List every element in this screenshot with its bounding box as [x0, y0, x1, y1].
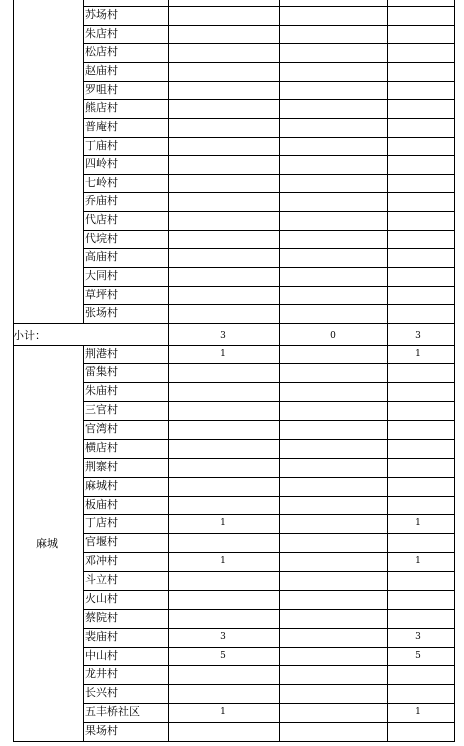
village-name: 普庵村 [85, 120, 118, 133]
village-name: 赵庙村 [85, 64, 118, 77]
grid-line-h [83, 609, 455, 610]
grid-line-h [83, 267, 455, 268]
count-col3: 1 [415, 518, 421, 528]
grid-line-h [83, 99, 455, 100]
village-name: 长兴村 [85, 686, 118, 699]
grid-line-h [83, 590, 455, 591]
grid-line-h [83, 420, 455, 421]
village-name: 官堰村 [85, 535, 118, 548]
grid-line-h [83, 43, 455, 44]
count-col1: 1 [220, 556, 226, 566]
village-name: 七岭村 [85, 176, 118, 189]
grid-line-h [83, 571, 455, 572]
grid-line-h [13, 345, 455, 346]
village-name: 四岭村 [85, 157, 118, 170]
grid-line-v [83, 0, 84, 324]
grid-line-h [83, 304, 455, 305]
grid-line-h [83, 703, 455, 704]
village-name: 中山村 [85, 649, 118, 662]
grid-line-h [83, 665, 455, 666]
grid-line-v [13, 0, 14, 742]
grid-line-h [13, 323, 455, 324]
township-name: 麻城 [36, 537, 58, 550]
grid-line-v [168, 0, 169, 742]
village-name: 官湾村 [85, 422, 118, 435]
grid-line-h [83, 382, 455, 383]
grid-line-h [83, 496, 455, 497]
village-name: 火山村 [85, 592, 118, 605]
grid-line-h [83, 401, 455, 402]
village-name: 朱庙村 [85, 384, 118, 397]
grid-line-h [83, 647, 455, 648]
village-name: 代店村 [85, 213, 118, 226]
village-name: 张场村 [85, 306, 118, 319]
subtotal-label: 小计： [13, 329, 46, 342]
subtotal-col2: 0 [330, 331, 336, 341]
grid-line-h [83, 286, 455, 287]
grid-line-v [83, 345, 84, 742]
grid-line-h [83, 81, 455, 82]
village-name: 麻城村 [85, 479, 118, 492]
village-name: 代垸村 [85, 232, 118, 245]
count-col1: 1 [220, 349, 226, 359]
village-name: 蔡院村 [85, 611, 118, 624]
grid-line-h [83, 363, 455, 364]
subtotal-col3: 3 [415, 331, 421, 341]
village-name: 苏场村 [85, 8, 118, 21]
village-name: 高庙村 [85, 250, 118, 263]
grid-line-h [83, 552, 455, 553]
grid-line-h [83, 137, 455, 138]
village-name: 横店村 [85, 441, 118, 454]
grid-line-v [387, 0, 388, 742]
village-name: 荆寨村 [85, 460, 118, 473]
count-col3: 1 [415, 707, 421, 717]
village-name: 五丰桥社区 [85, 705, 140, 718]
grid-line-h [83, 248, 455, 249]
village-name: 斗立村 [85, 573, 118, 586]
village-name: 朱店村 [85, 27, 118, 40]
count-col1: 5 [220, 651, 226, 661]
village-name: 荆港村 [85, 347, 118, 360]
count-col1: 3 [220, 632, 226, 642]
grid-line-h [83, 118, 455, 119]
village-name: 罗咀村 [85, 83, 118, 96]
village-name: 大同村 [85, 269, 118, 282]
grid-line-h [83, 684, 455, 685]
grid-line-h [83, 174, 455, 175]
grid-line-h [83, 533, 455, 534]
grid-line-h [83, 62, 455, 63]
grid-line-h [83, 6, 455, 7]
grid-line-h [83, 192, 455, 193]
village-name: 裴庙村 [85, 630, 118, 643]
grid-line-h [13, 741, 455, 742]
grid-line-h [83, 514, 455, 515]
count-col3: 5 [415, 651, 421, 661]
grid-line-h [83, 155, 455, 156]
village-name: 龙井村 [85, 667, 118, 680]
grid-line-v [279, 0, 280, 742]
village-name: 熊店村 [85, 101, 118, 114]
grid-line-h [83, 458, 455, 459]
grid-line-h [83, 628, 455, 629]
grid-line-h [83, 211, 455, 212]
village-name: 板庙村 [85, 498, 118, 511]
count-col3: 1 [415, 349, 421, 359]
village-name: 果场村 [85, 724, 118, 737]
grid-line-h [83, 25, 455, 26]
village-name: 乔庙村 [85, 194, 118, 207]
village-name: 丁庙村 [85, 139, 118, 152]
count-col1: 1 [220, 707, 226, 717]
subtotal-col1: 3 [220, 331, 226, 341]
count-col1: 1 [220, 518, 226, 528]
village-name: 草坪村 [85, 288, 118, 301]
village-name: 三官村 [85, 403, 118, 416]
village-name: 邓冲村 [85, 554, 118, 567]
village-name: 松店村 [85, 45, 118, 58]
village-name: 雷集村 [85, 365, 118, 378]
grid-line-v [454, 0, 455, 742]
grid-line-h [83, 439, 455, 440]
grid-line-h [83, 722, 455, 723]
village-name: 丁店村 [85, 516, 118, 529]
count-col3: 1 [415, 556, 421, 566]
grid-line-h [83, 477, 455, 478]
count-col3: 3 [415, 632, 421, 642]
grid-line-h [83, 230, 455, 231]
